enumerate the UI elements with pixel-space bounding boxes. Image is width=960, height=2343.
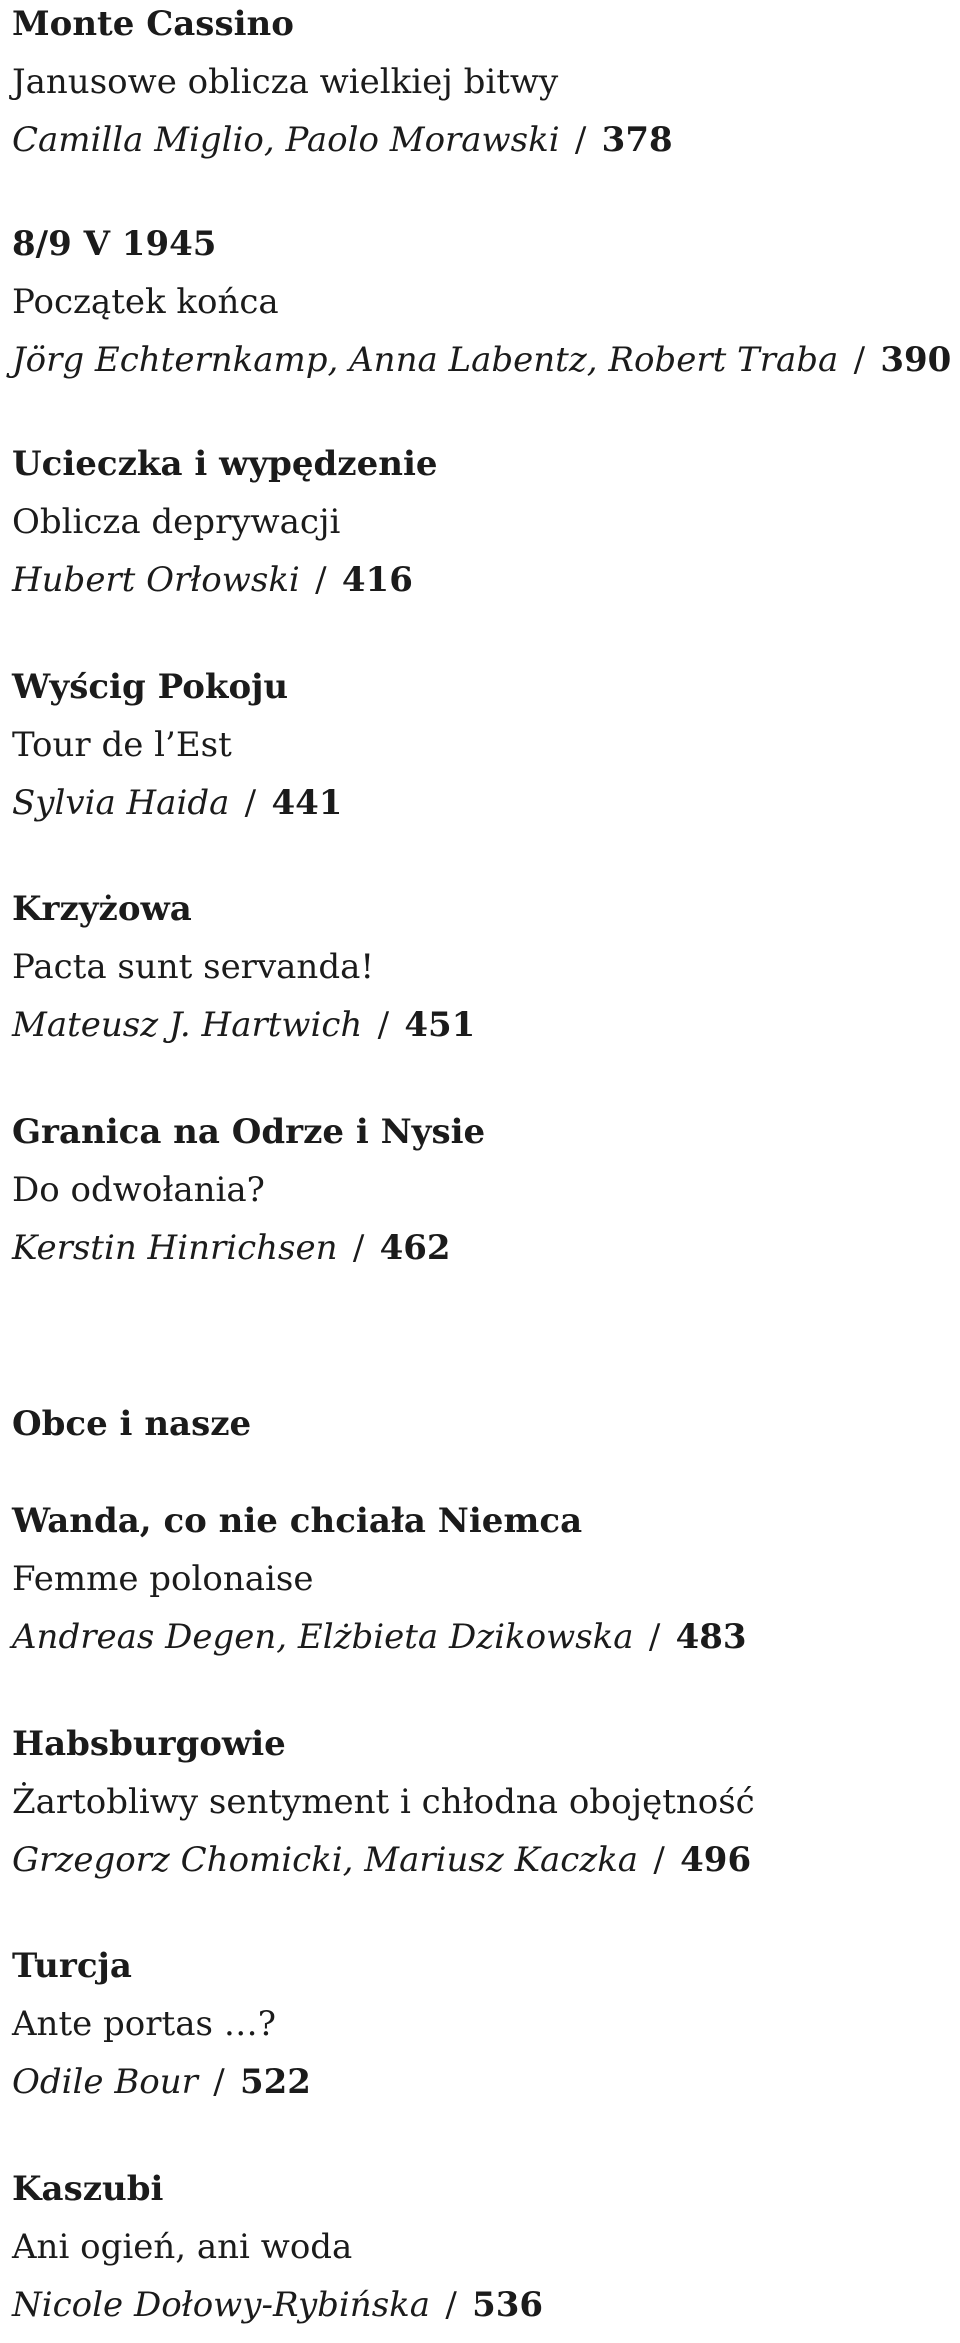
entry-separator: / (352, 1228, 365, 1268)
entry-byline (12, 1005, 475, 1045)
entry-separator: / (445, 2285, 457, 2325)
entry-subtitle: Pacta sunt servanda! (12, 947, 375, 987)
entry-title: 8/9 V 1945 (12, 224, 217, 264)
entry-byline (12, 783, 342, 823)
entry-title: Krzyżowa (12, 889, 192, 929)
entry-page-number: 441 (271, 783, 343, 823)
entry-page-number: 536 (472, 2285, 544, 2325)
entry-title: Kaszubi (12, 2169, 164, 2209)
entry-separator: / (377, 1005, 390, 1045)
entry-separator: / (213, 2062, 225, 2102)
entry-page-number: 483 (675, 1617, 747, 1657)
entry-subtitle: Żartobliwy sentyment i chłodna obojętność (12, 1782, 755, 1822)
entry-subtitle: Janusowe oblicza wielkiej bitwy (12, 62, 559, 102)
entry-page-number: 462 (379, 1228, 451, 1268)
entry-byline (12, 1617, 747, 1657)
entry-separator: / (315, 560, 327, 600)
entry-byline (12, 120, 673, 160)
entry-page-number: 496 (680, 1840, 752, 1880)
entry-authors: Mateusz J. Hartwich (12, 1005, 363, 1045)
entry-subtitle: Femme polonaise (12, 1559, 314, 1599)
entry-byline (12, 340, 951, 380)
entry-byline (12, 2062, 311, 2102)
entry-separator: / (653, 1840, 665, 1880)
entry-title: Ucieczka i wypędzenie (12, 444, 438, 484)
entry-page-number: 390 (880, 340, 952, 380)
entry-byline (12, 1840, 751, 1880)
entry-title: Granica na Odrze i Nysie (12, 1112, 486, 1152)
entry-byline (12, 560, 413, 600)
entry-title: Habsburgowie (12, 1724, 286, 1764)
entry-page-number: 522 (239, 2062, 311, 2102)
entry-authors: Nicole Dołowy-Rybińska (12, 2285, 431, 2325)
section-heading: Obce i nasze (12, 1404, 252, 1444)
entry-title: Wanda, co nie chciała Niemca (12, 1501, 583, 1541)
entry-subtitle: Oblicza deprywacji (12, 502, 341, 542)
entry-title: Turcja (12, 1946, 132, 1986)
entry-title: Wyścig Pokoju (12, 667, 289, 707)
entry-subtitle: Początek końca (12, 282, 279, 322)
entry-page-number: 451 (404, 1005, 476, 1045)
entry-authors: Camilla Miglio, Paolo Morawski (12, 120, 560, 160)
entry-title: Monte Cassino (12, 4, 294, 44)
entry-authors: Jörg Echternkamp, Anna Labentz, Robert Traba (12, 340, 839, 380)
entry-subtitle: Ante portas …? (12, 2004, 276, 2044)
entry-subtitle: Tour de l’Est (12, 725, 232, 765)
entry-authors: Hubert Orłowski (12, 560, 300, 600)
entry-byline (12, 1228, 451, 1268)
entry-separator: / (574, 120, 587, 160)
entry-subtitle: Ani ogień, ani woda (12, 2227, 353, 2267)
entry-separator: / (853, 340, 866, 380)
entry-authors: Sylvia Haida (12, 783, 230, 823)
entry-authors: Kerstin Hinrichsen (12, 1228, 338, 1268)
entry-page-number: 416 (341, 560, 413, 600)
entry-authors: Odile Bour (12, 2062, 198, 2102)
entry-separator: / (244, 783, 257, 823)
entry-separator: / (648, 1617, 661, 1657)
entry-page-number: 378 (601, 120, 673, 160)
entry-authors: Andreas Degen, Elżbieta Dzikowska (12, 1617, 634, 1657)
entry-subtitle: Do odwołania? (12, 1170, 265, 1210)
entry-byline (12, 2285, 543, 2325)
entry-authors: Grzegorz Chomicki, Mariusz Kaczka (12, 1840, 639, 1880)
